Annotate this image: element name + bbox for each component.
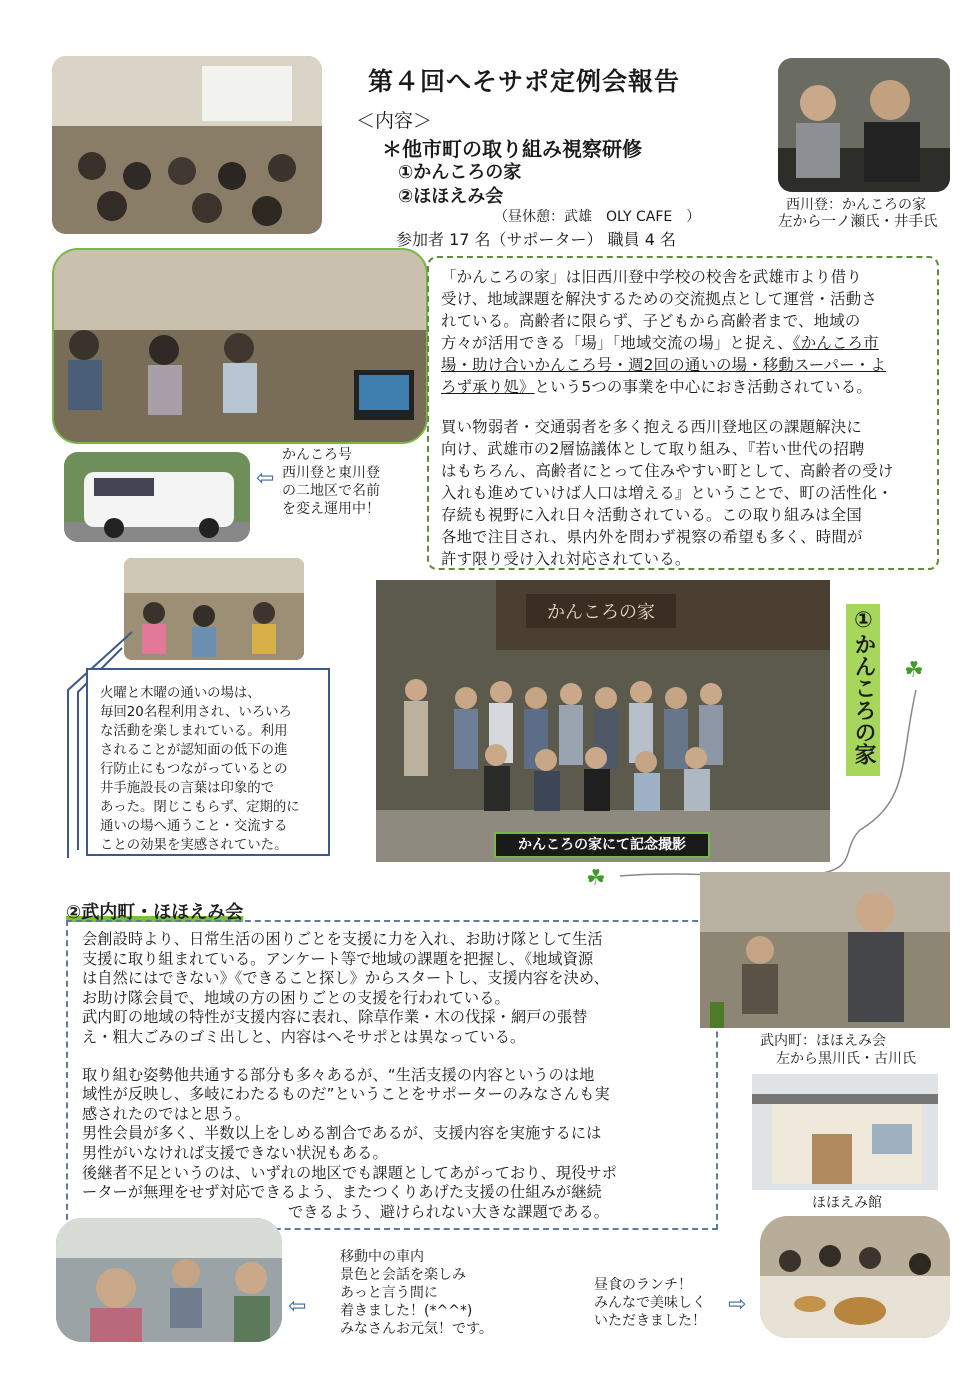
- lunch-caption-3: いただきました！: [594, 1313, 706, 1329]
- callout-line: 通いの場へ通うこと・交流する: [100, 819, 288, 834]
- spacer: [82, 1048, 708, 1066]
- spacer: [441, 398, 927, 416]
- takeuchi-caption-2: 左から黒川氏・古川氏: [776, 1051, 916, 1067]
- classroom-photo-art: [54, 250, 426, 442]
- activity-photo-art: [124, 558, 304, 660]
- takeuchi-photo-art: [700, 872, 950, 1028]
- kankoro-line: 受け、地域課題を解決するための交流拠点として運営・活動さ: [441, 290, 877, 308]
- callout-line: 井手施設長の言葉は印象的で: [100, 781, 275, 796]
- section2-heading: ②武内町・ほほえみ会: [66, 902, 244, 923]
- kankoro-line: [441, 376, 927, 398]
- van-caption-4: を変え運用中！: [282, 501, 380, 517]
- kankoro-line: [441, 332, 927, 354]
- hohoemi-line: は自然にはできない》《できること探し》からスタートし、支援内容を決め、: [82, 969, 609, 988]
- van-photo-art: [64, 452, 250, 542]
- building-sign: かんころの家: [547, 602, 655, 623]
- lunch-caption-2: みんなで美味しく: [594, 1295, 706, 1311]
- hohoemi-line: ーターが無理をせず対応できるよう、またつくりあげた支援の仕組みが継続: [82, 1183, 602, 1202]
- van-caption-1: かんころ号: [282, 447, 352, 463]
- hohoemi-hall-caption: ほほえみ館: [812, 1195, 882, 1211]
- bus-caption-4: 着きました！(*^^*): [340, 1303, 473, 1319]
- callout-line: あった。閉じこもらず、定期的に: [100, 800, 300, 815]
- van-caption-2: 西川登と東川登: [282, 465, 380, 481]
- activity-callout: [86, 668, 330, 856]
- kankoro-line: はもちろん、高齢者にとって住みやすい町として、高齢者の受け: [441, 462, 894, 480]
- meeting-photo: [52, 56, 322, 234]
- hohoemi-line: 支援に取り組まれている。アンケート等で地域の課題を把握し、《地域資源: [82, 949, 594, 968]
- classroom-photo: [52, 248, 428, 444]
- content-label: ＜内容＞: [356, 110, 433, 132]
- page-title: 第４回へそサポ定例会報告: [368, 67, 681, 96]
- top-right-caption-2: 左から一ノ瀬氏・井手氏: [778, 214, 938, 230]
- agenda-item-1: ①かんころの家: [398, 162, 522, 183]
- callout-line: ことの効果を実感されていた。: [100, 838, 288, 853]
- kankoro-line: 存続も視野に入れ日々活動されている。この取り組みは全国: [441, 506, 862, 524]
- bus-photo: [56, 1218, 282, 1342]
- connector-line: [610, 680, 930, 890]
- kankoro-line: 向け、武雄市の2層協議体として取り組み、『若い世代の招聘: [441, 440, 865, 458]
- left-arrow-icon: ⇦: [288, 1294, 307, 1319]
- kankoro-underlined: 《かんころ市: [792, 334, 879, 352]
- participants: 参加者 17 名（サポーター） 職員 4 名: [396, 230, 676, 249]
- hohoemi-description-box: [66, 920, 718, 1230]
- hohoemi-line: 後継者不足というのは、いずれの地区でも課題としてあがっており、現役サポ: [82, 1163, 618, 1182]
- lunch-photo: [760, 1216, 950, 1338]
- hohoemi-line: え・粗大ごみのゴミ出しと、内容はへそサポとは異なっている。: [82, 1027, 526, 1046]
- lunch-caption-1: 昼食のランチ！: [594, 1277, 692, 1293]
- hohoemi-hall-photo: [752, 1074, 938, 1190]
- meeting-photo-art: [52, 56, 322, 234]
- kankoro-text: 方々が活用できる「場」「地域交流の場」と捉え、: [441, 334, 793, 352]
- section1-vertical-text: ①かんころの家: [851, 608, 876, 765]
- bus-caption-5: みなさんお元気！です。: [340, 1321, 493, 1337]
- hohoemi-line: 会創設時より、日常生活の困りごとを支援に力を入れ、お助け隊として生活: [82, 930, 603, 948]
- top-right-caption-1: 西川登：かんころの家: [786, 197, 926, 213]
- hohoemi-line: お助け隊会員で、地域の方の困りごとの支援を行われている。: [82, 988, 510, 1007]
- clover-icon: ☘: [586, 866, 606, 891]
- kankoro-line: れている。高齢者に限らず、子どもから高齢者まで、地域の: [441, 312, 861, 330]
- van-photo: [64, 452, 250, 542]
- kankoro-description-box: [427, 256, 939, 570]
- callout-line: 毎回20名程利用され、いろいろ: [100, 705, 292, 720]
- hohoemi-hall-photo-art: [752, 1074, 938, 1190]
- agenda-item-2: ②ほほえみ会: [398, 186, 504, 207]
- kankoro-line: 「かんころの家」は旧西川登中学校の校舎を武雄市より借り: [441, 268, 862, 286]
- left-arrow-icon: ⇦: [256, 466, 275, 491]
- hohoemi-line: 男性がいなければ支援できない状況もある。: [82, 1143, 388, 1162]
- bus-caption-2: 景色と会話を楽しみ: [340, 1267, 466, 1283]
- clover-icon: ☘: [904, 658, 924, 683]
- callout-line: 行防止にもつながっているとの: [100, 762, 288, 777]
- kankoro-text: という5つの事業を中心におき活動されている。: [534, 378, 872, 396]
- bus-caption-1: 移動中の車内: [340, 1249, 424, 1265]
- hohoemi-line: 域性が反映し、多岐にわたるものだ”ということをサポーターのみなさんも実: [82, 1085, 610, 1104]
- lunch-note: （昼休憩：武雄 OLY CAFE ）: [494, 209, 701, 225]
- hohoemi-line: 取り組む姿勢他共通する部分も多々あるが、“生活支援の内容というのは地: [82, 1065, 595, 1084]
- lunch-photo-art: [760, 1216, 950, 1338]
- callout-line: されることが認知面の低下の進: [100, 743, 288, 758]
- topic-heading: ＊他市町の取り組み視察研修: [382, 137, 642, 161]
- kankoro-line: 買い物弱者・交通弱者を多く抱える西川登地区の課題解決に: [441, 418, 862, 436]
- hohoemi-line: できるよう、避けられない大きな課題である。: [288, 1202, 610, 1221]
- kankoro-underlined: ろず承り処》: [441, 378, 535, 396]
- hohoemi-line: 男性会員が多く、半数以上をしめる割合であるが、支援内容を実施するには: [82, 1124, 602, 1143]
- top-right-photo-art: [778, 58, 950, 192]
- callout-line: 火曜と木曜の通いの場は、: [100, 686, 261, 701]
- kankoro-line: 許す限り受け入れ対応されている。: [441, 550, 691, 568]
- hohoemi-line: 武内町の地域の特性が支援内容に表れ、除草作業・木の伐採・網戸の張替: [82, 1008, 588, 1027]
- kankoro-line: 入れも進めていけば人口は増える』ということで、町の活性化・: [441, 484, 893, 502]
- hohoemi-line: 感されたのではと思う。: [82, 1104, 251, 1123]
- top-right-photo: [778, 58, 950, 192]
- takeuchi-caption-1: 武内町：ほほえみ会: [760, 1033, 886, 1049]
- van-caption-3: の二地区で名前: [282, 483, 380, 499]
- kankoro-line: 各地で注目され、県内外を問わず視察の希望も多く、時間が: [441, 528, 863, 546]
- right-arrow-icon: ⇨: [728, 1292, 747, 1317]
- callout-line: な活動を楽しまれている。利用: [100, 724, 288, 739]
- takeuchi-photo: [700, 872, 950, 1028]
- group-photo-banner: かんころの家にて記念撮影: [494, 832, 710, 858]
- kankoro-line: 場・助け合いかんころ号・週2回の通いの場・移動スーパー・よ: [441, 356, 886, 374]
- bus-caption-3: あっと言う間に: [340, 1285, 438, 1301]
- activity-photo: [124, 558, 304, 660]
- bus-photo-art: [56, 1218, 282, 1342]
